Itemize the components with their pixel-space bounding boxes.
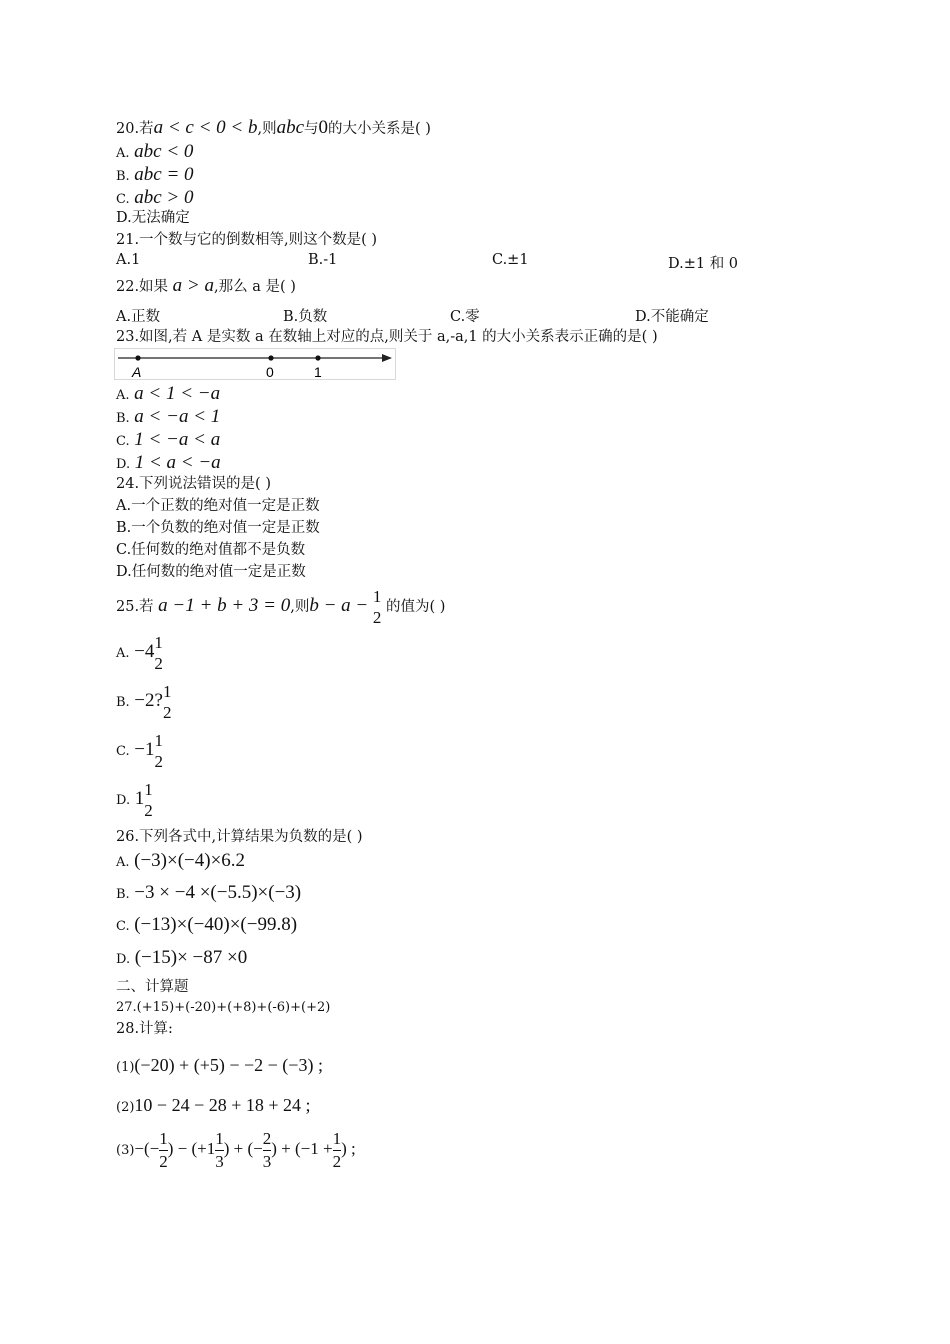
option-label: A. [116,388,130,403]
option-whole: −1 [134,739,155,760]
expr-segment: ) + (− [223,1139,263,1158]
option-text: a < 1 < −a [134,383,221,404]
q26-option-a [116,848,245,876]
option-label: D. [116,952,131,967]
q26-option-d [116,945,247,973]
option-text: (−13)×(−40)×(−99.8) [134,914,298,935]
q25-expr: b − a − [309,595,369,616]
q25-option-b [116,681,171,723]
q21-option-d: D.±1 和 0 [668,256,739,272]
option-text: abc = 0 [134,164,194,185]
q25-condition: a −1 + b + 3 = 0 [158,595,291,616]
fraction-numerator: 1 [372,586,382,606]
part-label: (2) [116,1100,135,1115]
option-label: A. [116,855,130,870]
q25-fraction [373,587,382,628]
q20-stem-post: 的大小关系是( ) [328,121,431,137]
point-one-dot [315,355,320,360]
fraction-denominator: 2 [144,800,153,820]
q25-option-a [116,632,163,674]
fraction-denominator: 2 [162,702,172,722]
option-fraction [154,633,163,674]
option-label: B. [116,887,130,902]
fraction-denominator: 2 [332,1151,342,1171]
q23-option-a [116,384,220,406]
fraction-denominator: 2 [159,1151,168,1171]
q22-option-d: D.不能确定 [635,309,709,325]
q25-option-c [116,730,163,772]
expr-segment: ) − (+1 [167,1139,216,1158]
section-title-calculation: 二、计算题 [116,979,189,995]
option-whole: 1 [134,788,145,809]
option-label: B. [116,695,130,710]
q27-expression: 27.(+15)+(-20)+(+8)+(-6)+(+2) [116,1000,331,1015]
axis-label-zero: 0 [266,364,274,380]
option-whole: −4 [134,641,155,662]
option-whole: −2? [134,690,163,711]
point-zero-dot [268,355,273,360]
fraction-numerator: 1 [144,779,153,799]
q22-condition: a > a [172,275,214,296]
fraction [263,1129,272,1172]
q23-option-d [116,453,221,475]
q25-stem-mid: ,则 [290,599,310,615]
option-text: abc < 0 [134,141,194,162]
q24-option-c: C.任何数的绝对值都不是负数 [116,542,306,558]
option-text: 1 < a < −a [134,452,221,473]
q21-option-b: B.-1 [308,252,338,268]
option-label: C. [116,192,130,207]
option-label: D. [116,793,131,808]
number-line-figure [114,348,398,382]
q24-stem: 24.下列说法错误的是( ) [116,476,271,492]
option-label: C. [116,919,130,934]
fraction-bar [215,1150,224,1151]
q25-option-d [116,779,153,821]
q20-mid1: ,则 [257,121,277,137]
q28-title: 28.计算: [116,1021,173,1037]
q26-option-b [116,880,301,908]
q28-part-1 [116,1052,323,1081]
fraction-numerator: 1 [159,1128,168,1148]
q20-option-c [116,188,194,210]
q20-option-d [116,208,190,228]
q20-stem [116,118,431,139]
option-text: 1 < −a < a [134,429,221,450]
fraction-numerator: 2 [262,1128,272,1148]
q21-stem: 21.一个数与它的倒数相等,则这个数是( ) [116,232,378,248]
q20-option-a [116,142,193,164]
q26-option-c [116,912,297,940]
option-fraction [163,682,172,723]
expr-segment: ) + (−1 + [271,1139,333,1158]
q20-zero: 0 [318,117,329,138]
fraction-numerator: 1 [215,1128,224,1148]
fraction-numerator: 1 [154,632,163,652]
fraction-bar [263,1150,272,1151]
q24-option-b: B.一个负数的绝对值一定是正数 [116,520,320,536]
fraction-numerator: 1 [332,1128,342,1148]
axis-label-a: A [132,364,142,380]
q21-option-c: C.±1 [492,252,529,268]
q20-stem-pre: 20.若 [116,121,154,137]
option-label: D. [116,210,132,226]
q22-stem [116,276,296,297]
q20-condition: a < c < 0 < b [153,117,258,138]
expr-segment: −(− [134,1139,160,1158]
option-text: a < −a < 1 [134,406,221,427]
option-fraction [154,731,163,772]
fraction [159,1129,168,1172]
option-label: B. [116,169,130,184]
q24-option-d: D.任何数的绝对值一定是正数 [116,564,306,580]
q22-option-a: A.正数 [116,309,161,325]
part-expression: 10 − 24 − 28 + 18 + 24 ; [134,1095,311,1115]
q23-stem: 23.如图,若 A 是实数 a 在数轴上对应的点,则关于 a,-a,1 的大小关系表示正确的是( ) [116,329,658,345]
option-text: abc > 0 [134,187,194,208]
q25-stem [116,586,445,628]
q23-option-c [116,430,220,452]
fraction [333,1129,342,1172]
q20-expr: abc [276,117,305,138]
q24-option-a: A.一个正数的绝对值一定是正数 [116,498,320,514]
q28-part-3 [116,1126,356,1174]
q25-stem-pre: 25.若 [116,599,154,615]
option-text: −3 × −4 ×(−5.5)×(−3) [134,882,302,903]
q22-stem-pre: 22.如果 [116,279,169,295]
q28-part-2 [116,1092,311,1121]
fraction-numerator: 1 [162,681,172,701]
figure-border [115,349,396,380]
part-label: (3) [116,1143,135,1158]
fraction-denominator: 2 [154,751,163,771]
q22-option-c: C.零 [450,309,480,325]
fraction [215,1129,224,1172]
option-label: A. [116,146,130,161]
option-label: C. [116,744,130,759]
fraction-denominator: 2 [372,607,382,627]
fraction-denominator: 3 [262,1151,272,1171]
option-text: 无法确定 [131,210,190,226]
q22-option-b: B.负数 [283,309,328,325]
axis-label-one: 1 [314,364,322,380]
q21-option-a: A.1 [116,252,141,268]
option-label: A. [116,646,130,661]
fraction-bar [333,1150,342,1151]
fraction-bar [159,1150,168,1151]
option-label: C. [116,434,130,449]
fraction-numerator: 1 [154,730,163,750]
fraction-denominator: 3 [215,1151,224,1171]
expr-segment: ) ; [341,1139,356,1158]
q26-stem: 26.下列各式中,计算结果为负数的是( ) [116,829,363,845]
q20-option-b [116,165,194,187]
option-text: (−15)× −87 ×0 [134,947,248,968]
q20-mid2: 与 [304,121,319,137]
part-expression: (−20) + (+5) − −2 − (−3) ; [134,1055,323,1075]
option-label: B. [116,411,130,426]
part-label: (1) [116,1060,135,1075]
q22-stem-post: ,那么 a 是( ) [214,279,296,295]
q25-stem-post: 的值为( ) [385,599,446,615]
option-fraction [144,780,153,821]
option-text: (−3)×(−4)×6.2 [134,850,246,871]
q23-option-b [116,407,220,429]
fraction-denominator: 2 [154,653,163,673]
option-label: D. [116,457,131,472]
number-line-arrow-icon [382,354,392,362]
point-a-dot [135,355,140,360]
